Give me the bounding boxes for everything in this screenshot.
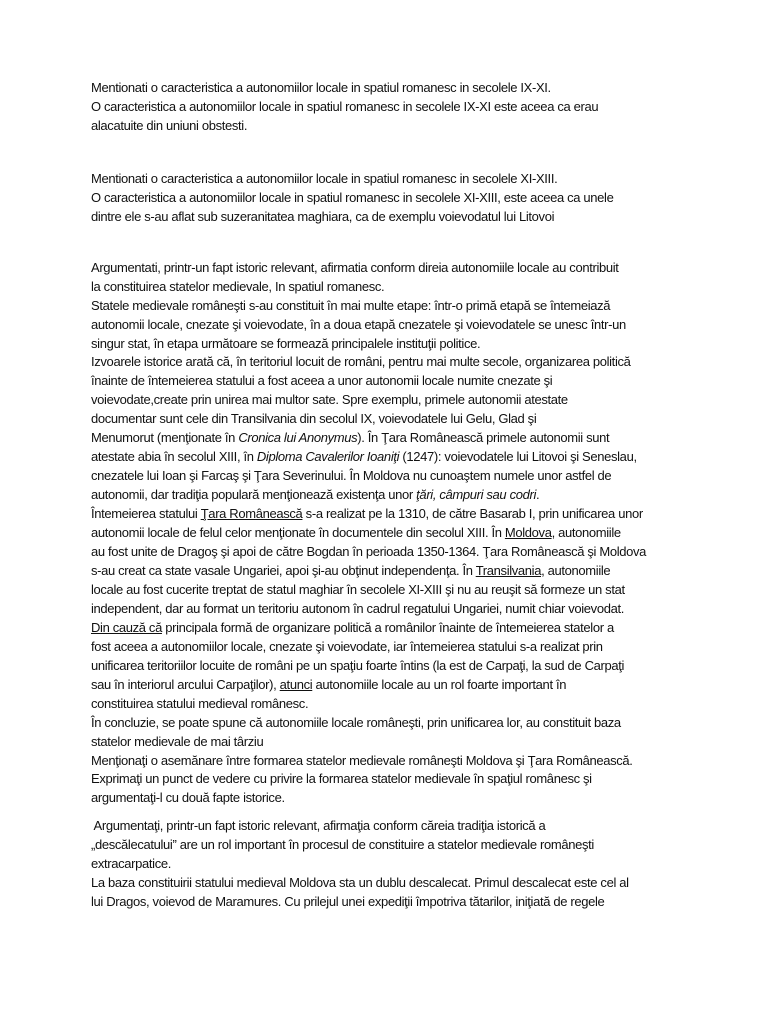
paragraph-line	[91, 676, 691, 695]
text-run: autonomiile locale au un rol foarte important în	[312, 676, 567, 692]
text-run: atestate abia în secolul XIII, în	[91, 449, 257, 465]
paragraph-line	[91, 562, 691, 581]
paragraph-line	[91, 486, 691, 505]
question-text: „descălecatului” are un rol important în procesul de constituire a statelor medievale româneşti	[91, 837, 594, 853]
paragraph-line: înainte de întemeierea statului a fost aceea a unor autonomii locale numite cnezate şi	[91, 373, 553, 389]
paragraph-line: independent, dar au format un teritoriu autonom în cadrul regatului Ungariei, numit chiar voievodat.	[91, 600, 624, 616]
underlined-term: Transilvania,	[475, 562, 545, 578]
paragraph-line: În concluzie, se poate spune că autonomiile locale româneşti, prin unificarea lor, au constituit baza	[91, 714, 621, 730]
paragraph-line: au fost unite de Dragoş şi apoi de către Bogdan în perioada 1350-1364. Ţara Românească şi Moldova	[91, 544, 647, 560]
text-run: ). În Ţara Românească primele autonomii sunt	[357, 430, 610, 446]
text-run: s-au creat ca state vasale Ungariei, apoi şi-au obţinut independenţa. În	[91, 562, 476, 578]
section-q2	[91, 170, 691, 227]
text-run: autonomii locale de felul celor menţionate în documentele din secolul XIII. În	[91, 525, 505, 541]
paragraph-line: Menţionaţi o asemănare între formarea statelor medievale româneşti Moldova şi Ţara Românească.	[91, 752, 633, 768]
paragraph-line: unificarea teritoriilor locuite de români pe un spaţiu foarte întins (la est de Carpaţi, la sud de Carpaţi	[91, 657, 625, 673]
paragraph-line: statelor medievale de mai târziu	[91, 733, 264, 749]
italic-title: Diploma Cavalerilor Ioaniţi	[256, 449, 400, 465]
underlined-term: Ţara Românească	[200, 506, 303, 522]
text-run: , autonomiile	[551, 525, 621, 541]
paragraph-line: constituirea statului medieval românesc.	[91, 695, 309, 711]
text-run: Întemeierea statului	[91, 506, 201, 522]
underlined-term: Din cauză că	[91, 619, 162, 635]
paragraph-line: voievodate,create prin unirea mai multor sate. Spre exemplu, primele autonomii atestate	[91, 392, 568, 408]
paragraph-line: documentar sunt cele din Transilvania din secolul IX, voievodatele lui Gelu, Glad şi	[91, 411, 537, 427]
question-text: extracarpatice.	[91, 856, 172, 872]
text-run: s-a realizat pe la 1310, de către Basarab I, prin unificarea unor	[302, 506, 643, 522]
paragraph-line	[91, 448, 691, 467]
paragraph-line: locale au fost cucerite treptat de statul maghiar în secolele XI-XIII şi nu au reuşit să formeze un stat	[91, 581, 625, 597]
answer-text: dintre ele s-au aflat sub suzeranitatea maghiara, ca de exemplu voievodatul lui Litovoi	[91, 208, 555, 224]
document-body	[91, 79, 691, 912]
answer-text: lui Dragos, voievod de Maramures. Cu prilejul unei expediţii împotriva tătarilor, iniţiată de regele	[91, 894, 605, 910]
paragraph-line: Exprimaţi un punct de vedere cu privire la formarea statelor medievale în spaţiul românesc şi	[91, 771, 592, 787]
text-run: sau în interiorul arcului Carpaţilor),	[91, 676, 280, 692]
paragraph-line: Statele medievale româneşti s-au constituit în mai multe etape: într-o primă etapă se întemeiază	[91, 297, 611, 313]
paragraph-line: fost aceea a autonomiilor locale, cnezate şi voievodate, iar întemeierea statului s-a realizat prin	[91, 638, 603, 654]
paragraph-line	[91, 524, 691, 543]
italic-phrase: ţări, câmpuri sau codri	[416, 487, 537, 503]
text-run: (1247): voievodatele lui Litovoi şi Seneslau,	[399, 449, 637, 465]
text-run: autonomii, dar tradiţia populară menţionează existenţa unor	[91, 487, 417, 503]
section-q1	[91, 79, 691, 136]
underlined-term: atunci	[279, 676, 313, 692]
text-run: .	[536, 487, 540, 503]
paragraph-line	[91, 619, 691, 638]
paragraph-line: autonomii locale, cnezate şi voievodate, în a doua etapă cnezatele şi voievodatele se unesc într-un	[91, 316, 626, 332]
underlined-term: Moldova	[504, 525, 552, 541]
italic-title: Cronica lui Anonymus	[238, 430, 358, 446]
section-q3	[91, 259, 691, 809]
text-run: Menumorut (menţionate în	[91, 430, 239, 446]
answer-text: O caracteristica a autonomiilor locale in spatiul romanesc in secolele XI-XIII, este aceea ca unele	[91, 189, 614, 205]
section-q4	[91, 817, 691, 912]
answer-text: La baza constituirii statului medieval Moldova sta un dublu descalecat. Primul descalecat este cel al	[91, 875, 629, 891]
paragraph-line: singur stat, în etapa următoare se formează principalele instituţii politice.	[91, 335, 481, 351]
question-text: Argumentaţi, printr-un fapt istoric relevant, afirmaţia conform căreia tradiţia istorică a	[91, 818, 546, 834]
question-text: Argumentati, printr-un fapt istoric relevant, afirmatia conform direia autonomiile locale au contribuit	[91, 259, 619, 275]
answer-text: alacatuite din uniuni obstesti.	[91, 117, 248, 133]
paragraph-line: Izvoarele istorice arată că, în teritoriul locuit de români, pentru mai multe secole, organizarea politică	[91, 354, 631, 370]
text-run: autonomiile	[544, 562, 611, 578]
paragraph-line: argumentaţi-l cu două fapte istorice.	[91, 790, 285, 806]
question-text: Mentionati o caracteristica a autonomiilor locale in spatiul romanesc in secolele IX-XI.	[91, 80, 551, 95]
paragraph-line	[91, 429, 691, 448]
paragraph-line	[91, 505, 691, 524]
answer-text: O caracteristica a autonomiilor locale in spatiul romanesc in secolele IX-XI este aceea ca erau	[91, 98, 599, 114]
paragraph-line: cnezatele lui Ioan şi Farcaş şi Ţara Severinului. În Moldova nu cunoaştem numele unor astfel de	[91, 468, 612, 484]
text-run: principala formă de organizare politică a românilor înainte de întemeierea statelor a	[161, 619, 614, 635]
question-text: la constituirea statelor medievale, In spatiul romanesc.	[91, 278, 385, 294]
question-text: Mentionati o caracteristica a autonomiilor locale in spatiul romanesc in secolele XI-XIII.	[91, 170, 558, 186]
